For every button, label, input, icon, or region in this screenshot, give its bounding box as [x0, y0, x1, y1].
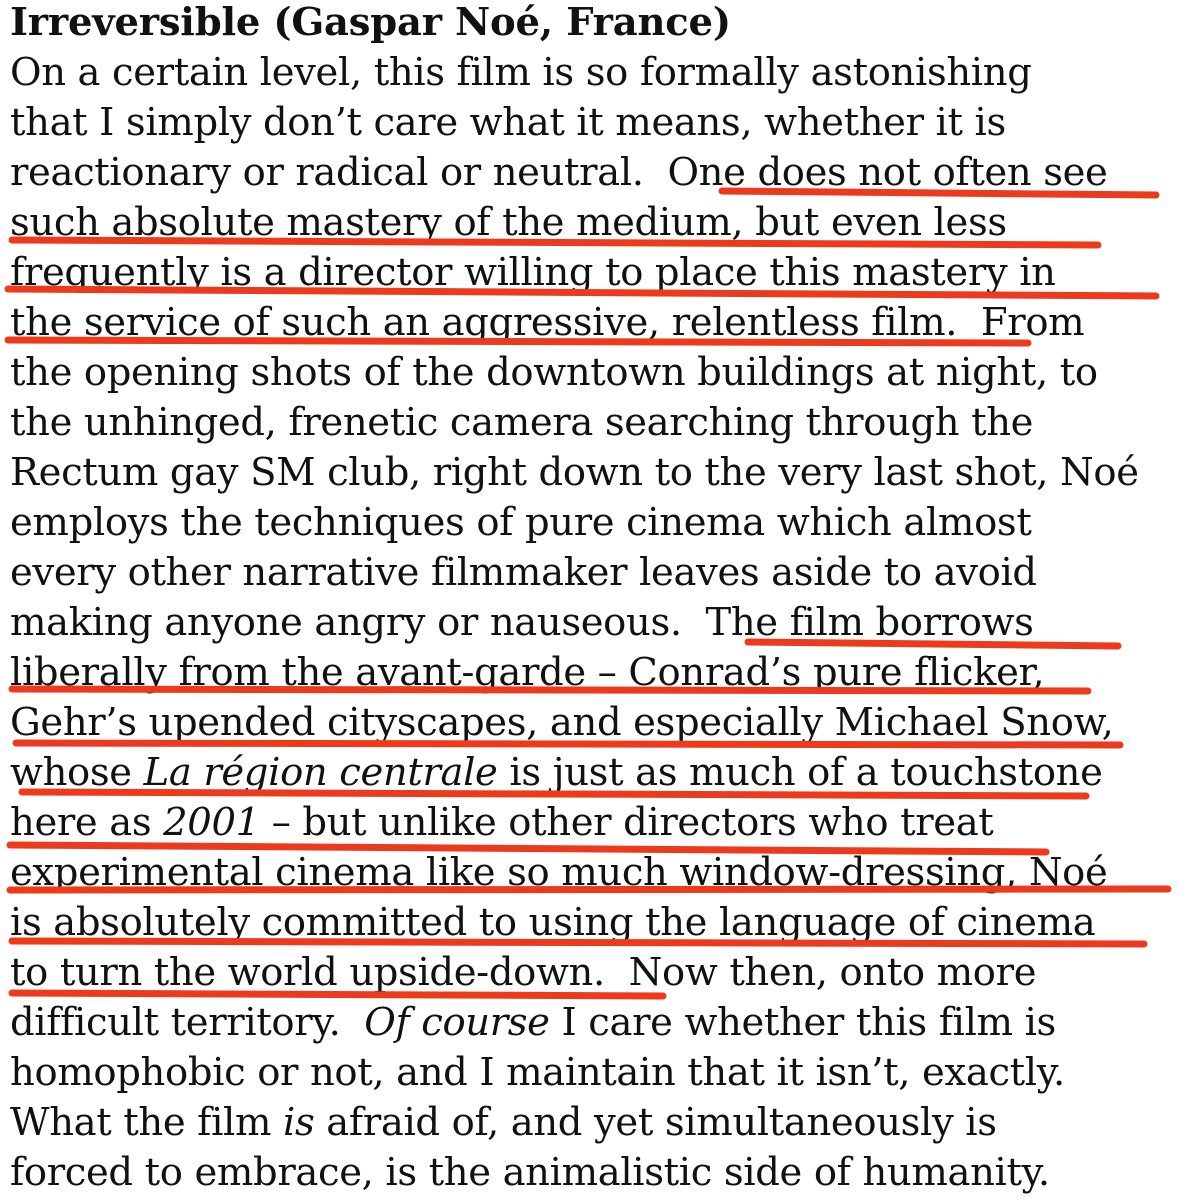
text-segment: afraid of, and yet simultaneously is	[314, 1100, 997, 1145]
text-line-7: the opening shots of the downtown buildings at night, to	[10, 350, 1098, 395]
review-title: Irreversible (Gaspar Noé, France)	[10, 0, 731, 45]
text-segment: here as	[10, 800, 164, 845]
text-line-6: the service of such an aggressive, relentless film. From	[10, 300, 1085, 345]
text-line-17: experimental cinema like so much window-dressing, Noé	[10, 850, 1108, 895]
text-segment: I care whether this film is	[549, 1000, 1056, 1045]
emphasis-italic: Of course	[364, 1000, 550, 1045]
text-line-11: every other narrative filmmaker leaves aside to avoid	[10, 550, 1037, 595]
text-line-4: such absolute mastery of the medium, but even less	[10, 200, 1007, 245]
text-line-12: making anyone angry or nauseous. The film borrows	[10, 600, 1034, 645]
text-line-22	[10, 1098, 997, 1148]
text-line-13: liberally from the avant-garde – Conrad’s pure flicker,	[10, 650, 1045, 695]
text-line-21: homophobic or not, and I maintain that it isn’t, exactly.	[10, 1050, 1065, 1095]
text-line-9: Rectum gay SM club, right down to the very last shot, Noé	[10, 450, 1139, 495]
emphasis-italic: is	[283, 1100, 315, 1145]
text-line-16	[10, 798, 993, 848]
text-segment: – but unlike other directors who treat	[259, 800, 994, 845]
text-line-5: frequently is a director willing to place this mastery in	[10, 250, 1056, 295]
text-line-20	[10, 998, 1056, 1048]
text-segment: whose	[10, 750, 144, 795]
text-line-1: On a certain level, this film is so formally astonishing	[10, 50, 1032, 95]
text-segment: difficult territory.	[10, 1000, 365, 1045]
text-line-14: Gehr’s upended cityscapes, and especially Michael Snow,	[10, 700, 1114, 745]
film-title-italic: La région centrale	[143, 750, 498, 795]
text-line-3: reactionary or radical or neutral. One does not often see	[10, 150, 1108, 195]
text-line-8: the unhinged, frenetic camera searching through the	[10, 400, 1034, 445]
text-line-18: is absolutely committed to using the language of cinema	[10, 900, 1096, 945]
text-line-19: to turn the world upside-down. Now then, onto more	[10, 950, 1037, 995]
film-title-italic: 2001	[163, 800, 260, 845]
text-segment: What the film	[10, 1100, 284, 1145]
text-line-15	[10, 748, 1103, 798]
text-line-10: employs the techniques of pure cinema which almost	[10, 500, 1032, 545]
text-line-2: that I simply don’t care what it means, whether it is	[10, 100, 1006, 145]
text-segment: is just as much of a touchstone	[497, 750, 1103, 795]
text-line-23: forced to embrace, is the animalistic side of humanity.	[10, 1150, 1050, 1195]
